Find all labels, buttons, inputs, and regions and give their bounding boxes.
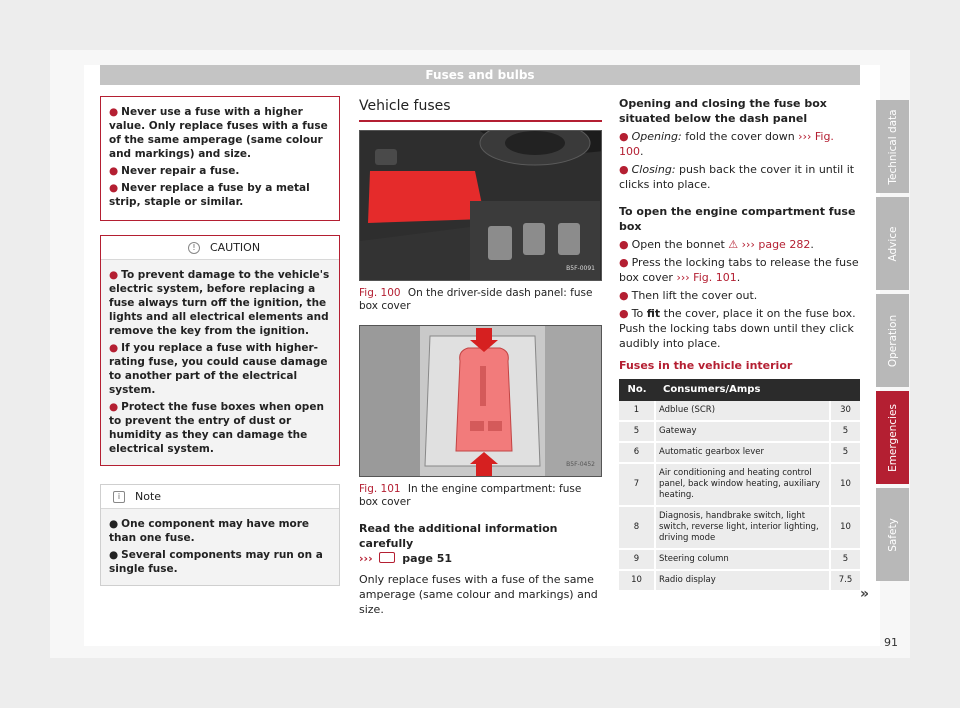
figure-link[interactable]: ››› Fig. 101 — [676, 271, 737, 284]
figure-number: Fig. 100 — [359, 287, 401, 299]
table-row: 8 Diagnosis, handbrake switch, light switch, reverse light, interior lighting, driving mode 10 — [619, 506, 860, 549]
bullet-icon: ● — [619, 238, 629, 251]
note-title: Note — [135, 489, 162, 503]
bullet-icon: ● — [109, 401, 119, 413]
tab-operation[interactable]: Operation — [876, 294, 909, 387]
tab-emergencies[interactable]: Emergencies — [876, 391, 909, 484]
figure-number: Fig. 101 — [359, 483, 401, 495]
read-more: Read the additional information carefully ››› page 51 — [359, 522, 558, 565]
table-row: 10 Radio display 7.5 — [619, 570, 860, 591]
step-fit-cover: ● To fit the cover, place it on the fuse box. Push the locking tabs down until they click audibly into place. — [619, 307, 856, 350]
warning-item: ● Never replace a fuse by a metal strip, staple or similar. — [109, 182, 310, 208]
continue-arrow-icon: » — [860, 586, 870, 602]
step-lift-cover: ● Then lift the cover out. — [619, 289, 758, 302]
note-body — [101, 509, 339, 585]
bullet-icon: ● — [619, 130, 629, 143]
header-consumers: Consumers/Amps — [655, 379, 860, 401]
bullet-icon: ● — [619, 256, 629, 269]
header-no: No. — [619, 379, 655, 401]
figure-code: B5F-0452 — [566, 461, 595, 468]
bullet-icon: ● — [109, 165, 119, 177]
reference-arrows: ››› — [359, 552, 373, 565]
caution-item: ● To prevent damage to the vehicle's electric system, before replacing a fuse always turn off the ignition, the lights and all electrical elements and remove the key from the ignition. — [109, 269, 330, 337]
note-item: ● One component may have more than one fuse. — [109, 518, 310, 544]
fuse-table — [619, 379, 860, 592]
caution-body — [101, 260, 339, 465]
warning-item: ● Never use a fuse with a higher value. Only replace fuses with a fuse of the same amperage (same colour and markings) and size. — [109, 106, 328, 160]
table-title: Fuses in the vehicle interior — [619, 359, 793, 372]
figure-caption: Fig. 101 In the engine compartment: fuse box cover — [359, 483, 582, 508]
info-icon: i — [113, 491, 125, 503]
bullet-icon: ● — [619, 163, 629, 176]
note-item: ● Several components may run on a single fuse. — [109, 549, 323, 575]
dash-panel-illustration — [360, 131, 602, 281]
figure-dash-panel — [359, 130, 602, 281]
engine-compartment-illustration — [360, 326, 602, 477]
bullet-icon: ● — [109, 342, 119, 354]
bullet-icon: ● — [109, 549, 119, 561]
warning-box — [100, 96, 340, 221]
caution-icon: ! — [188, 242, 200, 254]
tab-technical-data[interactable]: Technical data — [876, 100, 909, 193]
caution-title: CAUTION — [209, 240, 261, 254]
page-link[interactable]: page 51 — [402, 552, 453, 565]
page-number: 91 — [884, 636, 898, 649]
note-panel — [100, 484, 340, 586]
middle-column — [359, 96, 602, 617]
caution-panel — [100, 235, 340, 466]
body-paragraph: Only replace fuses with a fuse of the same amperage (same colour and markings) and size. — [359, 573, 598, 616]
step-closing: ● Closing: push back the cover it in until it clicks into place. — [619, 163, 855, 191]
bullet-icon: ● — [619, 289, 629, 302]
bullet-icon: ● — [109, 106, 119, 118]
table-row: 5 Gateway 5 — [619, 421, 860, 442]
table-row: 1 Adblue (SCR) 30 — [619, 401, 860, 421]
figure-engine-compartment — [359, 325, 602, 477]
page-link[interactable]: ››› page 282 — [741, 238, 811, 251]
table-row: 6 Automatic gearbox lever 5 — [619, 442, 860, 463]
warning-triangle-icon: ⚠ — [728, 238, 739, 251]
bullet-icon: ● — [109, 182, 119, 194]
table-row: 7 Air conditioning and heating control panel, back window heating, auxiliary heating. 10 — [619, 463, 860, 506]
subheading-dash-fusebox: Opening and closing the fuse box situated below the dash panel — [619, 97, 827, 125]
book-icon — [379, 552, 395, 563]
caution-item: ● Protect the fuse boxes when open to prevent the entry of dust or humidity as they can damage the electrical system. — [109, 401, 324, 455]
step-open-bonnet: ● Open the bonnet ⚠ ››› page 282. — [619, 238, 814, 251]
figure-link[interactable]: ››› Fig. 100 — [619, 130, 834, 158]
section-title: Vehicle fuses — [359, 96, 602, 122]
caution-item: ● If you replace a fuse with higher-rating fuse, you could cause damage to another part of the electrical system. — [109, 342, 328, 396]
table-row: 9 Steering column 5 — [619, 549, 860, 570]
figure-caption: Fig. 100 On the driver-side dash panel: fuse box cover — [359, 287, 593, 312]
note-header — [101, 485, 339, 509]
tab-advice[interactable]: Advice — [876, 197, 909, 290]
side-tabs — [876, 100, 909, 585]
bullet-icon: ● — [109, 518, 119, 530]
section-header: Fuses and bulbs — [100, 65, 860, 85]
figure-code: B5F-0091 — [566, 265, 595, 272]
warning-item: ● Never repair a fuse. — [109, 165, 240, 177]
left-column — [100, 96, 340, 586]
caution-header — [101, 236, 339, 260]
right-column — [619, 96, 860, 592]
subheading-engine-fusebox: To open the engine compartment fuse box — [619, 205, 856, 233]
bullet-icon: ● — [109, 269, 119, 281]
table-header-row — [619, 379, 860, 401]
step-press-tabs: ● Press the locking tabs to release the fuse box cover ››› Fig. 101. — [619, 256, 859, 284]
bullet-icon: ● — [619, 307, 629, 320]
tab-safety[interactable]: Safety — [876, 488, 909, 581]
step-opening: ● Opening: fold the cover down ››› Fig. 100. — [619, 130, 834, 158]
